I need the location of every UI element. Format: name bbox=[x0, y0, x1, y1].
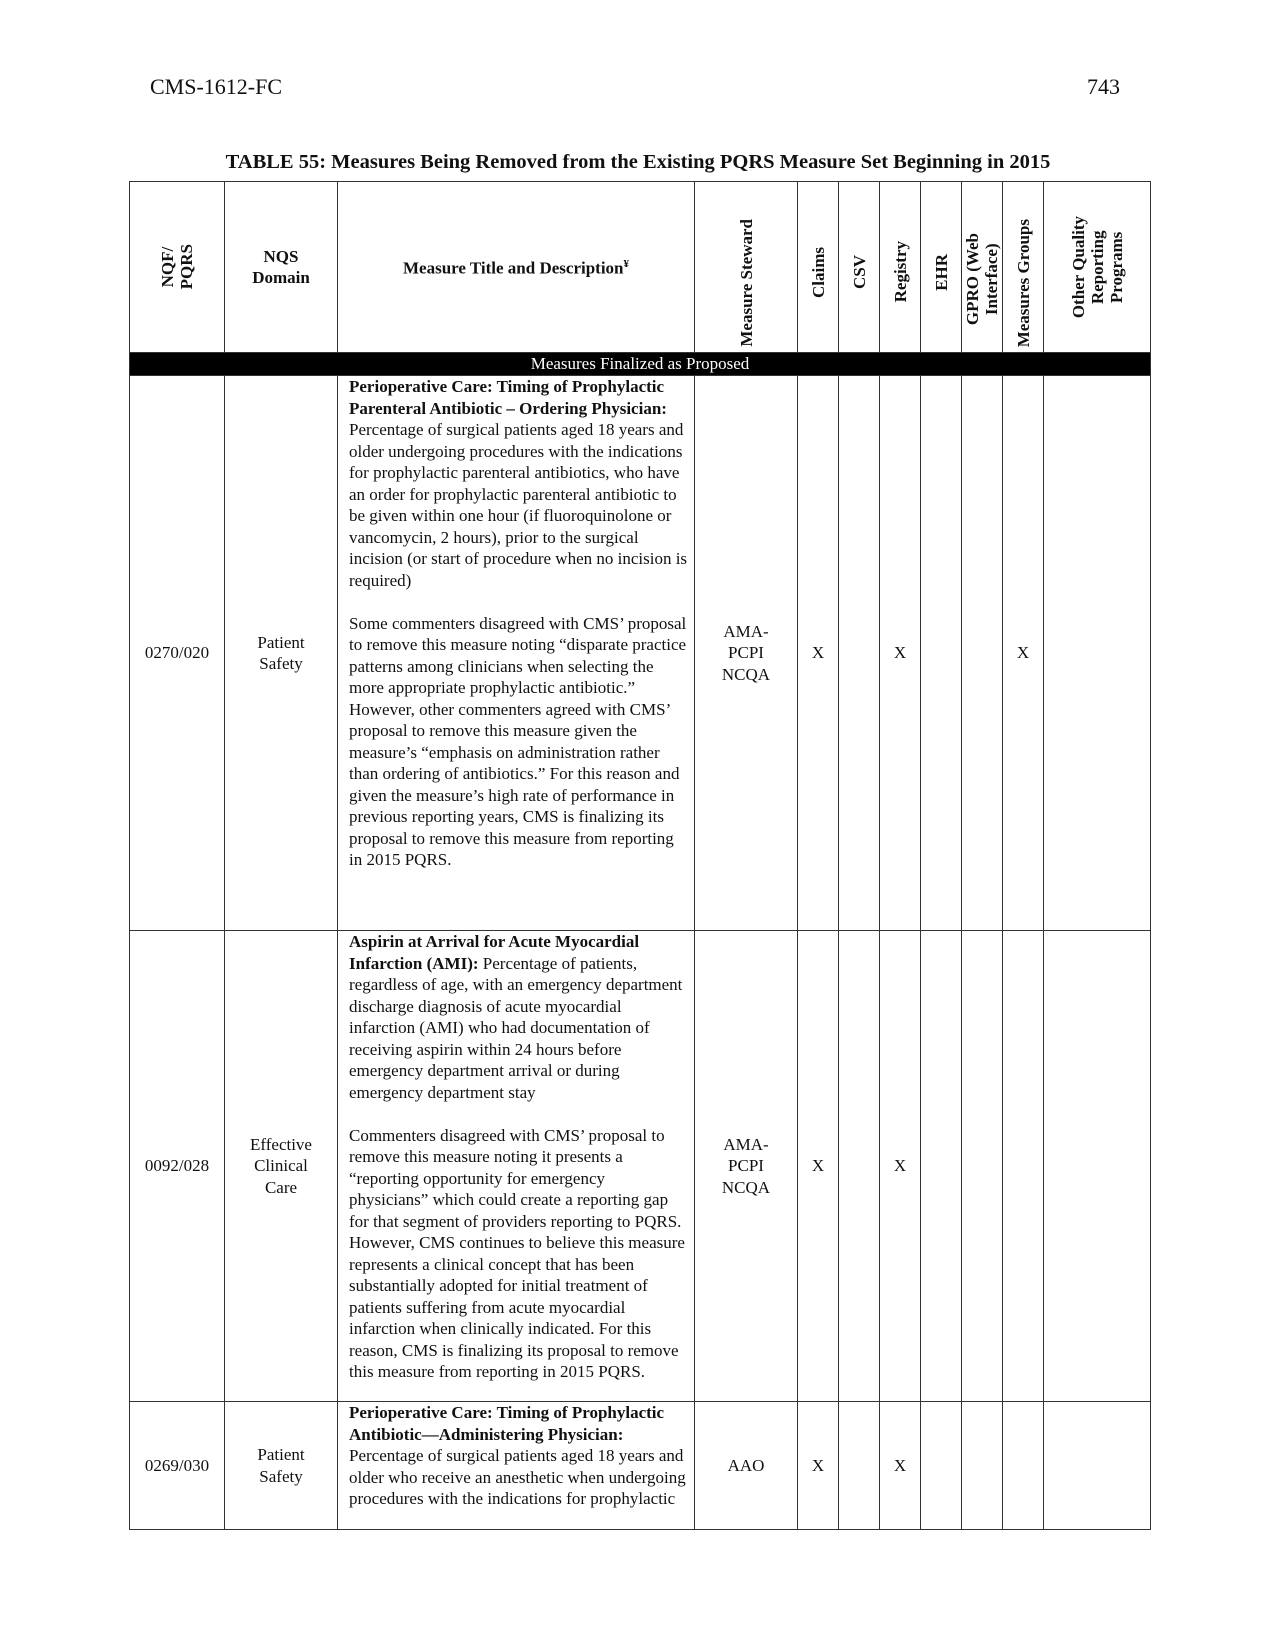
csv-cell bbox=[839, 931, 880, 1402]
claims-cell: X bbox=[798, 931, 839, 1402]
nqf-pqrs-cell: 0270/020 bbox=[130, 376, 225, 931]
gpro-cell bbox=[962, 1402, 1003, 1530]
page-number: 743 bbox=[1087, 74, 1120, 99]
claims-cell: X bbox=[798, 376, 839, 931]
gpro-cell bbox=[962, 931, 1003, 1402]
col-measure-title: Measure Title and Description¥ bbox=[338, 182, 695, 353]
col-gpro: GPRO (Web Interface) bbox=[962, 182, 1003, 353]
table-row bbox=[130, 1402, 1151, 1530]
document-id: CMS-1612-FC bbox=[150, 74, 283, 99]
measures-groups-cell bbox=[1003, 1402, 1044, 1530]
other-programs-cell bbox=[1044, 376, 1151, 931]
other-programs-cell bbox=[1044, 1402, 1151, 1530]
measure-title: Perioperative Care: Timing of Prophylactic Antibiotic—Administering Physician: bbox=[349, 1403, 665, 1444]
steward-cell: AAO bbox=[695, 1402, 798, 1530]
measures-groups-cell bbox=[1003, 931, 1044, 1402]
col-nqs-domain: NQS Domain bbox=[225, 182, 338, 353]
registry-cell: X bbox=[880, 376, 921, 931]
section-label: Measures Finalized as Proposed bbox=[130, 353, 1151, 376]
measure-description: Percentage of patients, regardless of age, with an emergency department discharge diagnosis of acute myocardial infarction (AMI) who had documentation of receiving aspirin within 24 hours before emergency department arrival or during emergency department stay bbox=[349, 953, 683, 1102]
ehr-cell bbox=[921, 1402, 962, 1530]
col-measures-groups: Measures Groups bbox=[1003, 182, 1044, 353]
ehr-cell bbox=[921, 931, 962, 1402]
measure-description: Percentage of surgical patients aged 18 years and older who receive an anesthetic when undergoing procedures with the indications for prophylactic bbox=[349, 1446, 686, 1508]
table-title: TABLE 55: Measures Being Removed from the Existing PQRS Measure Set Beginning in 2015 bbox=[225, 151, 1051, 173]
other-programs-cell bbox=[1044, 931, 1151, 1402]
steward-cell: AMA- PCPI NCQA bbox=[695, 931, 798, 1402]
csv-cell bbox=[839, 1402, 880, 1530]
col-claims: Claims bbox=[798, 182, 839, 353]
table-row bbox=[130, 931, 1151, 1402]
col-nqf-pqrs: NQF/ PQRS bbox=[130, 182, 225, 353]
measure-title: Perioperative Care: Timing of Prophylactic Parenteral Antibiotic – Ordering Physician: bbox=[349, 377, 667, 418]
nqf-pqrs-cell: 0092/028 bbox=[130, 931, 225, 1402]
measure-description-cell bbox=[338, 931, 695, 1402]
table-row bbox=[130, 376, 1151, 931]
measure-title: Aspirin at Arrival for Acute Myocardial Infarction (AMI): bbox=[349, 932, 640, 973]
col-csv: CSV bbox=[839, 182, 880, 353]
domain-cell: Patient Safety bbox=[225, 376, 338, 931]
measure-description-cell bbox=[338, 376, 695, 931]
csv-cell bbox=[839, 376, 880, 931]
registry-cell: X bbox=[880, 931, 921, 1402]
registry-cell: X bbox=[880, 1402, 921, 1530]
header-row bbox=[130, 182, 1151, 353]
measures-groups-cell: X bbox=[1003, 376, 1044, 931]
steward-cell: AMA- PCPI NCQA bbox=[695, 376, 798, 931]
claims-cell: X bbox=[798, 1402, 839, 1530]
ehr-cell bbox=[921, 376, 962, 931]
measure-comment: Some commenters disagreed with CMS’ proposal to remove this measure noting “disparate practice patterns among clinicians when selecting the more appropriate prophylactic antibiotic.” However, other commenters agreed with CMS’ proposal to remove this measure given the measure’s “emphasis on administration rather than ordering of antibiotics.” For this reason and given the measure’s high rate of performance in previous reporting years, CMS is finalizing its proposal to remove this measure from reporting in 2015 PQRS. bbox=[349, 613, 687, 869]
col-measure-steward: Measure Steward bbox=[695, 182, 798, 353]
domain-cell: Patient Safety bbox=[225, 1402, 338, 1530]
measure-description: Percentage of surgical patients aged 18 years and older undergoing procedures with the indications for prophylactic parenteral antibiotics, who have an order for prophylactic parenteral antibiotic to be given within one hour (if fluoroquinolone or vancomycin, 2 hours), prior to the surgical incision (or start of procedure when no incision is required) bbox=[349, 420, 688, 590]
nqf-pqrs-cell: 0269/030 bbox=[130, 1402, 225, 1530]
gpro-cell bbox=[962, 376, 1003, 931]
col-ehr: EHR bbox=[921, 182, 962, 353]
measure-description-cell bbox=[338, 1402, 695, 1530]
col-registry: Registry bbox=[880, 182, 921, 353]
domain-cell: Effective Clinical Care bbox=[225, 931, 338, 1402]
col-other-programs: Other Quality Reporting Programs bbox=[1044, 182, 1151, 353]
measures-table bbox=[129, 181, 1151, 1530]
measure-comment: Commenters disagreed with CMS’ proposal to remove this measure noting it presents a “reporting opportunity for emergency physicians” which could create a reporting gap for that segment of providers reporting to PQRS. However, CMS continues to believe this measure represents a clinical concept that has been substantially adopted for initial treatment of patients suffering from acute myocardial infarction when clinically indicated. For this reason, CMS is finalizing its proposal to remove this measure from reporting in 2015 PQRS. bbox=[349, 1125, 685, 1381]
section-header-row bbox=[130, 353, 1151, 376]
